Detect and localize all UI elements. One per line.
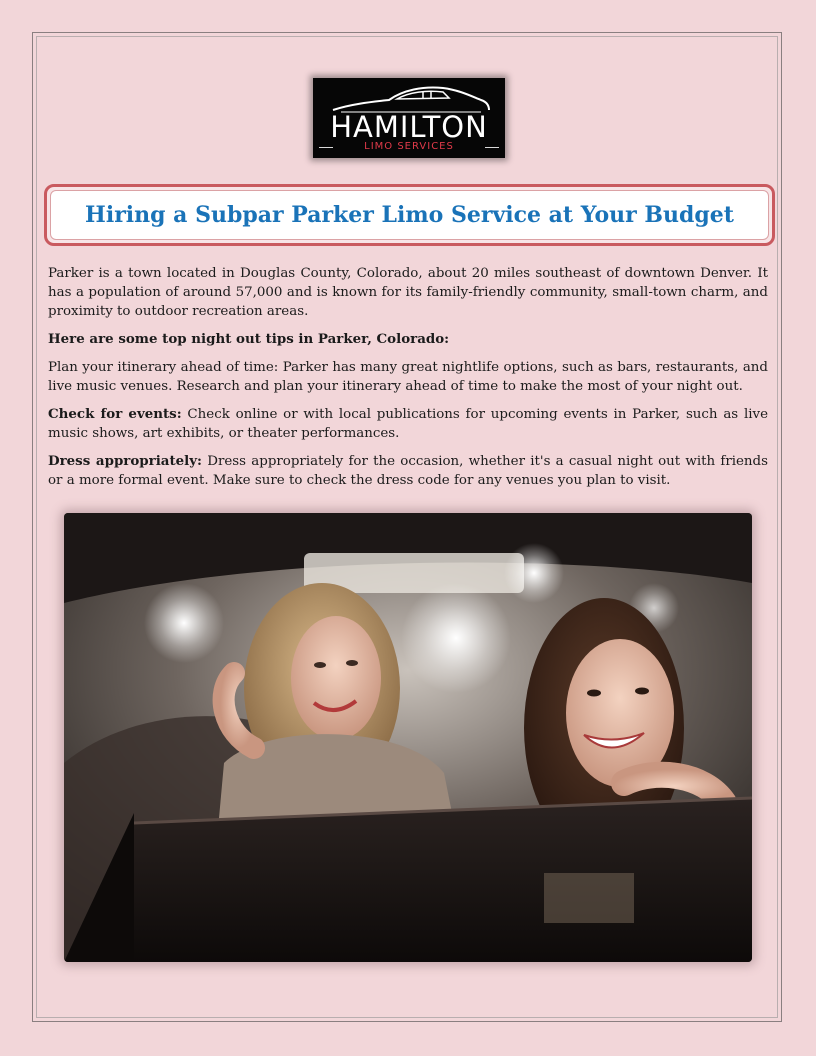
tip-text: Dress appropriately for the occasion, whether it's a casual night out with friends or a more formal event. Make sure to check the dress code for any venues you plan to visit. — [48, 454, 768, 488]
tip-paragraph — [48, 452, 768, 490]
logo-wordmark: HAMILTON — [330, 110, 488, 144]
logo-divider-right — [485, 147, 499, 148]
tips-heading: Here are some top night out tips in Parker, Colorado: — [48, 331, 450, 347]
tip-label: Dress appropriately: — [48, 453, 202, 469]
intro-paragraph: Parker is a town located in Douglas County, Colorado, about 20 miles southeast of downtown Denver. It has a population of around 57,000 and is known for its family-friendly community, small-town charm, and proximity to outdoor recreation areas. — [48, 266, 768, 319]
title-inner — [50, 190, 769, 240]
photo-illustration — [64, 513, 752, 962]
tip-label: Check for events: — [48, 406, 182, 422]
tip-paragraph — [48, 405, 768, 443]
tip-text: Check online or with local publications for upcoming events in Parker, such as live music shows, art exhibits, or theater performances. — [48, 407, 768, 441]
page-title: Hiring a Subpar Parker Limo Service at Your Budget — [85, 202, 734, 228]
title-box — [44, 184, 775, 246]
tip-paragraph — [48, 358, 768, 396]
company-logo — [313, 78, 505, 158]
article-body — [48, 264, 768, 499]
limo-photo — [64, 513, 752, 962]
logo-subtitle: LIMO SERVICES — [364, 141, 454, 152]
tip-text: Plan your itinerary ahead of time: Parker has many great nightlife options, such as bars, restaurants, and live music venues. Research and plan your itinerary ahead of time to make the most of your night out. — [48, 360, 768, 394]
